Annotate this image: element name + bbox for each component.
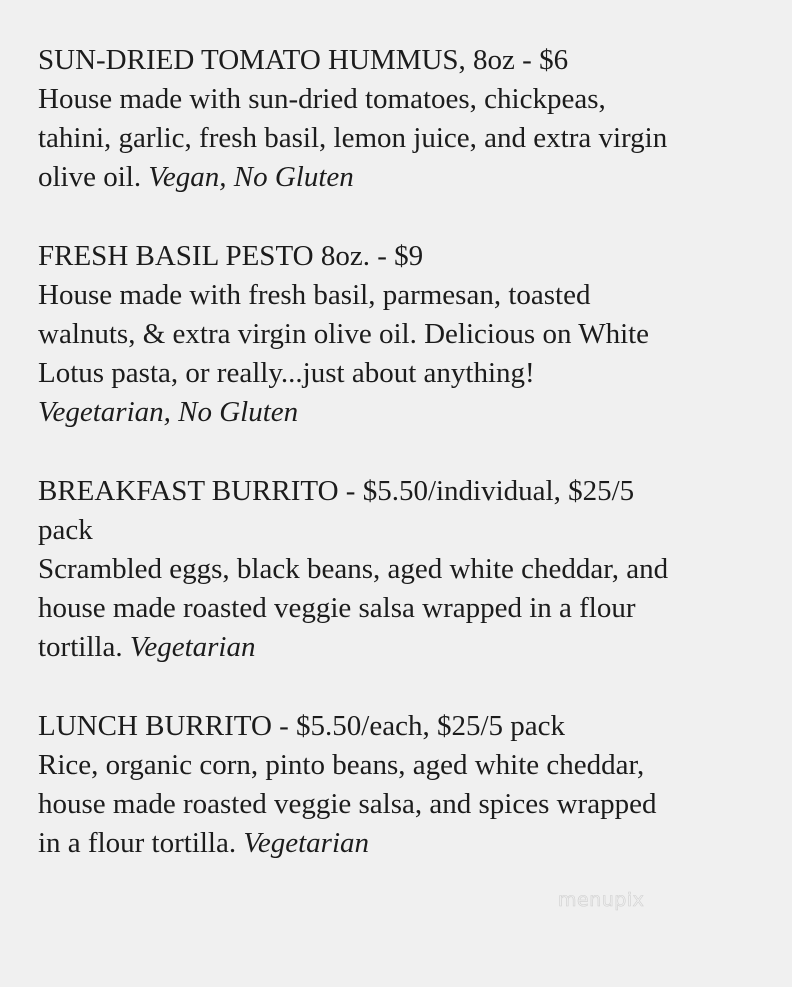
item-title-continued: pack	[38, 514, 93, 546]
item-title: FRESH BASIL PESTO 8oz. - $9	[38, 240, 424, 272]
item-description-text: olive oil.	[38, 161, 149, 193]
item-dietary-tags: Vegetarian	[129, 631, 256, 663]
item-description-line: house made roasted veggie salsa wrapped in a flour	[38, 592, 636, 624]
menu-item-pesto	[38, 237, 773, 432]
menu-item-hummus	[38, 41, 773, 197]
item-description-line: walnuts, & extra virgin olive oil. Delicious on White	[38, 318, 650, 350]
item-description-line: House made with sun-dried tomatoes, chickpeas,	[38, 83, 606, 115]
item-description-line: Lotus pasta, or really...just about anything!	[38, 357, 535, 389]
item-dietary-tags: Vegan, No Gluten	[148, 161, 354, 193]
menu-item-lunch-burrito	[38, 707, 773, 863]
item-dietary-tags: Vegetarian, No Gluten	[38, 396, 299, 428]
item-description-line: Scrambled eggs, black beans, aged white cheddar, and	[38, 553, 669, 585]
item-description-last-line	[38, 628, 773, 667]
watermark-logo: menupix	[558, 889, 645, 911]
item-description-line: House made with fresh basil, parmesan, toasted	[38, 279, 591, 311]
item-title: BREAKFAST BURRITO - $5.50/individual, $25/5	[38, 475, 635, 507]
item-description-text: in a flour tortilla.	[38, 827, 244, 859]
menu-item-breakfast-burrito	[38, 472, 773, 667]
item-title: SUN-DRIED TOMATO HUMMUS, 8oz - $6	[38, 44, 569, 76]
item-dietary-tags: Vegetarian	[243, 827, 370, 859]
item-description-text: tortilla.	[38, 631, 130, 663]
item-description-last-line	[38, 158, 773, 197]
item-description-line: tahini, garlic, fresh basil, lemon juice, and extra virgin	[38, 122, 668, 154]
item-description-line: Rice, organic corn, pinto beans, aged white cheddar,	[38, 749, 645, 781]
item-description-last-line	[38, 824, 773, 863]
menu-list	[38, 41, 773, 903]
item-description-line: house made roasted veggie salsa, and spices wrapped	[38, 788, 657, 820]
item-title: LUNCH BURRITO - $5.50/each, $25/5 pack	[38, 710, 566, 742]
